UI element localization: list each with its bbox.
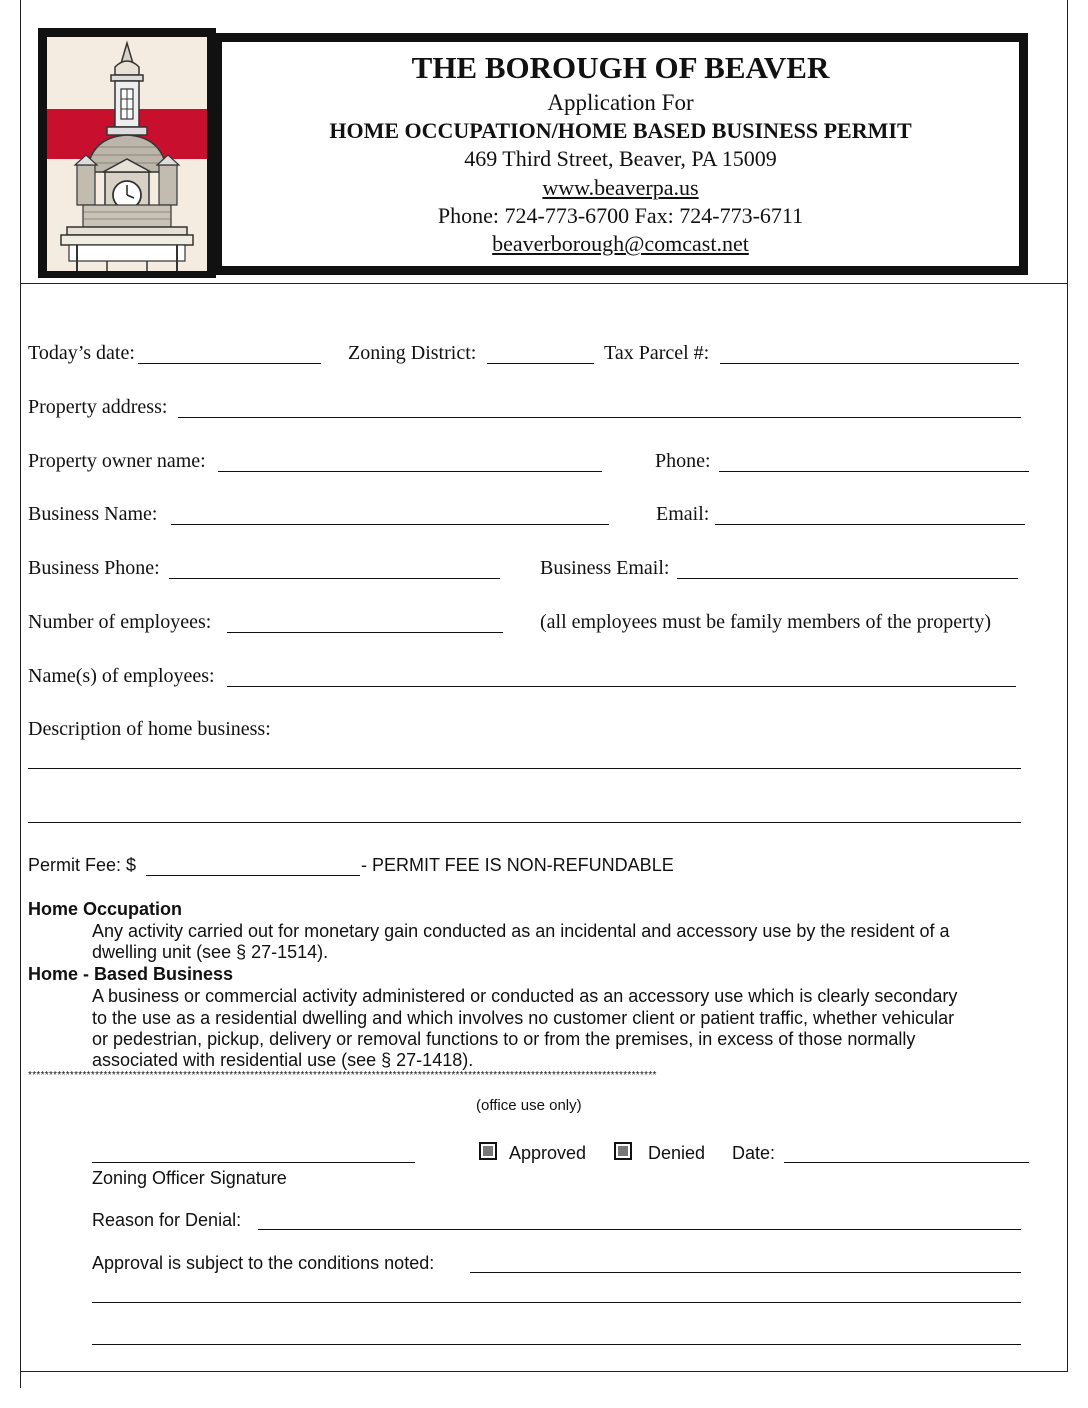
approved-label: Approved bbox=[509, 1143, 587, 1163]
property-owner-field[interactable] bbox=[218, 471, 602, 472]
zoning-district-label: Zoning District: bbox=[348, 342, 477, 364]
reason-denial-label: Reason for Denial: bbox=[92, 1210, 242, 1230]
home-occupation-heading: Home Occupation bbox=[28, 899, 183, 919]
todays-date-field[interactable] bbox=[138, 363, 321, 364]
business-email-field[interactable] bbox=[677, 578, 1018, 579]
zoning-officer-signature-field[interactable] bbox=[92, 1162, 415, 1163]
home-based-text-4: associated with residential use (see § 27-1418). bbox=[92, 1050, 474, 1070]
todays-date-label: Today’s date: bbox=[28, 342, 135, 364]
header-divider bbox=[20, 283, 1068, 284]
clock-tower-icon bbox=[47, 37, 207, 271]
zoning-officer-signature-label: Zoning Officer Signature bbox=[92, 1168, 287, 1188]
home-occupation-text-1: Any activity carried out for monetary gain conducted as an incidental and accessory use by the resident of a bbox=[92, 921, 950, 941]
description-field-line-2[interactable] bbox=[28, 822, 1021, 823]
email-link[interactable]: beaverborough@comcast.net bbox=[492, 231, 749, 256]
business-phone-field[interactable] bbox=[169, 578, 500, 579]
borough-logo bbox=[38, 28, 216, 278]
email-field[interactable] bbox=[715, 524, 1025, 525]
borough-address: 469 Third Street, Beaver, PA 15009 bbox=[464, 146, 777, 171]
number-employees-label: Number of employees: bbox=[28, 611, 212, 633]
phone-label: Phone: bbox=[655, 450, 711, 472]
conditions-field-line-1[interactable] bbox=[470, 1272, 1021, 1273]
conditions-field-line-3[interactable] bbox=[92, 1344, 1021, 1345]
home-based-text-2: to the use as a residential dwelling and which involves no customer client or patient traffic, whether vehicular bbox=[92, 1008, 955, 1028]
property-address-field[interactable] bbox=[178, 417, 1021, 418]
office-date-label: Date: bbox=[732, 1143, 776, 1163]
footer-divider bbox=[20, 1371, 1068, 1372]
permit-fee-label: Permit Fee: $ bbox=[28, 855, 137, 875]
business-phone-label: Business Phone: bbox=[28, 557, 160, 579]
denied-checkbox[interactable] bbox=[614, 1142, 632, 1160]
property-owner-label: Property owner name: bbox=[28, 450, 206, 472]
description-field-line-1[interactable] bbox=[28, 768, 1021, 769]
application-for: Application For bbox=[547, 90, 694, 115]
conditions-label: Approval is subject to the conditions noted: bbox=[92, 1253, 435, 1273]
office-use-label: (office use only) bbox=[476, 1097, 582, 1114]
phone-fax: Phone: 724-773-6700 Fax: 724-773-6711 bbox=[437, 203, 804, 228]
website-link[interactable]: www.beaverpa.us bbox=[542, 175, 699, 200]
permit-fee-field[interactable] bbox=[146, 875, 360, 876]
borough-title: THE BOROUGH OF BEAVER bbox=[411, 50, 830, 85]
permit-fee-note: - PERMIT FEE IS NON-REFUNDABLE bbox=[361, 855, 674, 875]
tax-parcel-label: Tax Parcel #: bbox=[604, 342, 710, 364]
denied-label: Denied bbox=[648, 1143, 706, 1163]
home-occupation-text-2: dwelling unit (see § 27-1514). bbox=[92, 942, 329, 962]
property-address-label: Property address: bbox=[28, 396, 168, 418]
separator-asterisks: ****************************************************************************************************************************************************** bbox=[28, 1070, 657, 1081]
right-border bbox=[1067, 0, 1068, 1372]
approved-checkbox[interactable] bbox=[479, 1142, 497, 1160]
reason-denial-field[interactable] bbox=[258, 1229, 1021, 1230]
email-label: Email: bbox=[656, 503, 710, 525]
business-email-label: Business Email: bbox=[540, 557, 670, 579]
permit-title: HOME OCCUPATION/HOME BASED BUSINESS PERMIT bbox=[329, 118, 912, 143]
home-based-text-1: A business or commercial activity administered or conducted as an accessory use which is clearly secondary bbox=[92, 986, 958, 1006]
zoning-district-field[interactable] bbox=[487, 363, 594, 364]
header-box bbox=[213, 33, 1028, 275]
left-border bbox=[20, 0, 21, 1388]
names-employees-label: Name(s) of employees: bbox=[28, 665, 215, 687]
conditions-field-line-2[interactable] bbox=[92, 1302, 1021, 1303]
names-employees-field[interactable] bbox=[227, 686, 1016, 687]
employees-note: (all employees must be family members of the property) bbox=[540, 611, 991, 633]
tax-parcel-field[interactable] bbox=[720, 363, 1019, 364]
home-based-text-3: or pedestrian, pickup, delivery or removal functions to or from the premises, in excess of those normally bbox=[92, 1029, 916, 1049]
business-name-label: Business Name: bbox=[28, 503, 158, 525]
description-label: Description of home business: bbox=[28, 718, 271, 740]
business-name-field[interactable] bbox=[171, 524, 609, 525]
home-based-heading: Home - Based Business bbox=[28, 964, 234, 984]
number-employees-field[interactable] bbox=[227, 632, 503, 633]
phone-field[interactable] bbox=[719, 471, 1029, 472]
office-date-field[interactable] bbox=[784, 1162, 1029, 1163]
